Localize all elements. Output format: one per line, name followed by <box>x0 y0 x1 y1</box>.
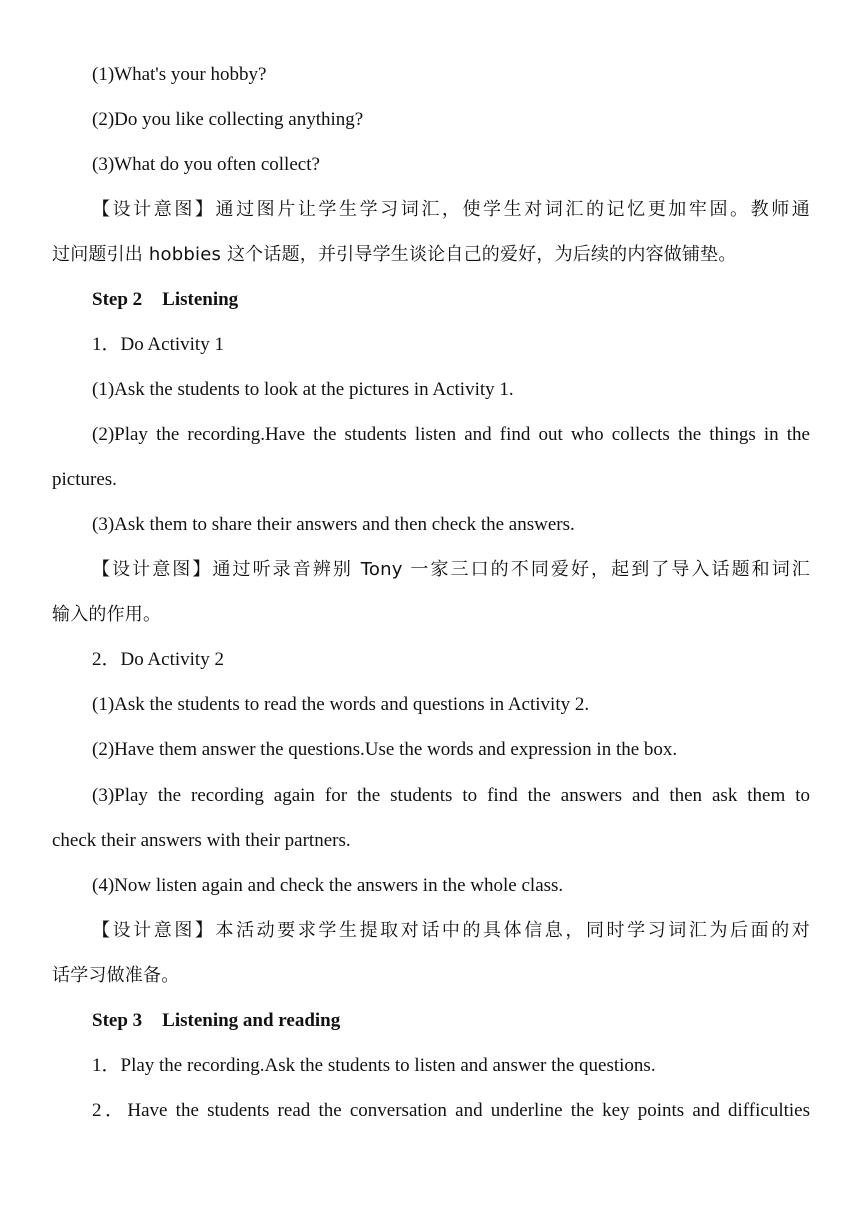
step-3-item-2: 2．Have the students read the conversation and underline the key points and difficulties <box>92 1100 810 1121</box>
step-3-item-1: 1．Play the recording.Ask the students to listen and answer the questions. <box>92 1055 656 1076</box>
intro-question-3: (3)What do you often collect? <box>92 154 320 175</box>
design-note-3-line-1: 【设计意图】本活动要求学生提取对话中的具体信息，同时学习词汇为后面的对 <box>92 920 810 941</box>
activity-2-heading: 2．Do Activity 2 <box>92 649 224 670</box>
activity-2-item-1: (1)Ask the students to read the words and questions in Activity 2. <box>92 694 590 715</box>
step-2-title: Listening <box>162 289 239 310</box>
activity-1-item-2-cont: pictures. <box>52 469 117 490</box>
step-3-title: Listening and reading <box>162 1010 341 1031</box>
activity-1-heading: 1．Do Activity 1 <box>92 334 224 355</box>
activity-2-item-3-cont: check their answers with their partners. <box>52 830 351 851</box>
design-note-3-line-2: 话学习做准备。 <box>52 965 180 986</box>
step-2-label: Step 2 <box>92 289 143 310</box>
design-note-2-line-2: 输入的作用。 <box>52 604 162 625</box>
activity-2-item-2: (2)Have them answer the questions.Use the words and expression in the box. <box>92 739 678 760</box>
activity-1-item-1: (1)Ask the students to look at the pictures in Activity 1. <box>92 379 514 400</box>
intro-question-1: (1)What's your hobby? <box>92 64 267 85</box>
design-note-1-line-2: 过问题引出 hobbies 这个话题，并引导学生谈论自己的爱好，为后续的内容做铺垫。 <box>52 244 737 265</box>
step-3-heading <box>92 1009 340 1033</box>
activity-1-item-3: (3)Ask them to share their answers and then check the answers. <box>92 514 575 535</box>
activity-2-item-3: (3)Play the recording again for the students to find the answers and then ask them to <box>92 785 810 806</box>
activity-2-item-4: (4)Now listen again and check the answers in the whole class. <box>92 875 564 896</box>
design-note-1-line-1: 【设计意图】通过图片让学生学习词汇，使学生对词汇的记忆更加牢固。教师通 <box>92 199 810 220</box>
design-note-2-line-1: 【设计意图】通过听录音辨别 Tony 一家三口的不同爱好，起到了导入话题和词汇 <box>92 559 810 580</box>
intro-question-2: (2)Do you like collecting anything? <box>92 109 364 130</box>
step-2-heading <box>92 288 238 312</box>
activity-1-item-2: (2)Play the recording.Have the students listen and find out who collects the things in the <box>92 424 810 445</box>
step-3-label: Step 3 <box>92 1010 143 1031</box>
